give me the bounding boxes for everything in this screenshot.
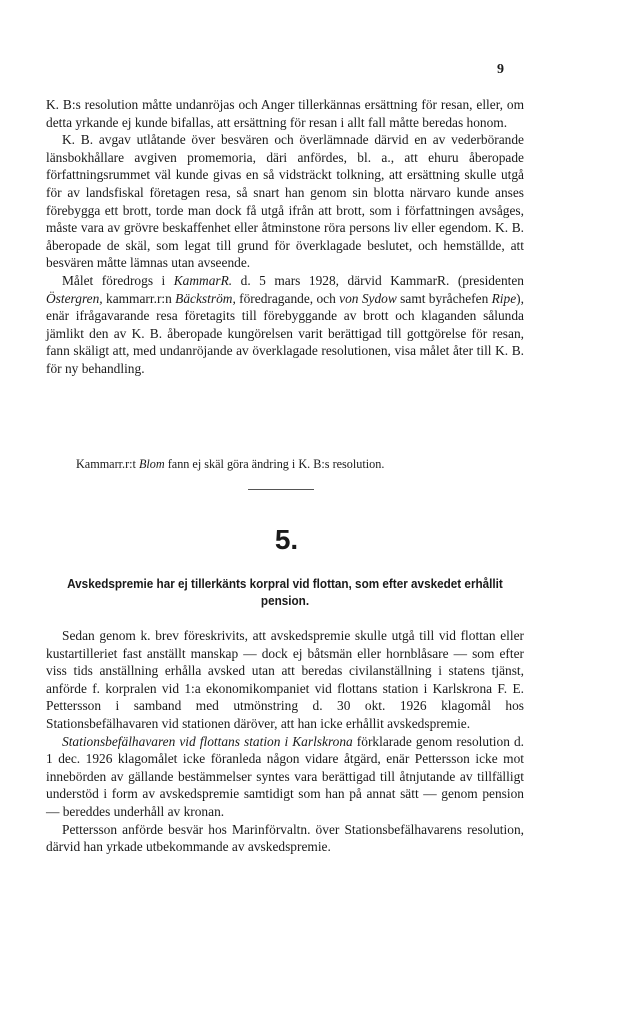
section-number: 5. — [274, 524, 299, 555]
paragraph-regulation: Sedan genom k. brev föreskrivits, att avskedspremie skulle utgå till vid flottan eller kustartilleriet fast anställt manskap — dock ej båtsmän eller hornblåsare — som efter viss tids anställning erhålla avsked utan att beredas civilanställning i statens tjänst, anförde f. korpralen vid 1:a ekonomikompaniet vid flottans station i Karlskrona F. E. Pettersson i samband med utmönstring d. 30 okt. 1926 klagomål hos Stationsbefälhavaren vid stationen däröver, att han icke erhållit avskedspremie. — [46, 628, 524, 731]
paragraph-resolution-claim: K. B:s resolution måtte undanröjas och Anger tillerkännas ersättning för resan, eller, om detta yrkande ej kunde bifallas, att ersättning för resan i allt fall måtte beredas honom. — [46, 97, 524, 130]
paragraph-station-resolution: Stationsbefälhavaren vid flottans station i Karlskrona förklarade genom resolution d. 1 dec. 1926 klagomålet icke föranleda någon vidare åtgärd, enär Pettersson icke mot innebörden av gällande bestämmelser syntes vara berättigad till åtnjutande av tillfälligt understöd i form av avskedspremie samtidigt som han på annat sätt — genom pension — bereddes underhåll av kronan. — [46, 733, 524, 819]
section-title: Avskedspremie har ej tillerkänts korpral vid flottan, som efter avskedet erhållit pension. — [67, 577, 503, 608]
dissent-note: Kammarr.r:t Blom fann ej skäl göra ändring i K. B:s resolution. — [76, 457, 385, 471]
paragraph-kb-statement: K. B. avgav utlåtande över besvären och överlämnade därvid en av vederbörande länsbokhållare avgiven promemoria, däri anfördes, bl. a., att ehuru åberopade författningsrummet väl kunde givas en så vidsträckt tolkning, att ersättning skulle utgå för av landsfiskal företagen resa, så snart han genom sin blotta närvaro kunde anses förebygga ett brott, torde man dock få utgå ifrån att brott, som i författningen avsåges, måste vara av grövre beskaffenhet eller åtminstone röra persons liv eller egendom. K. B. åberopade de skäl, som legat till grund för överklagade beslutet, och hemställde, att besvären måtte lämnas utan avseende. — [46, 132, 524, 271]
paragraph-appeal: Pettersson anförde besvär hos Marinförvaltn. över Stationsbefälhavarens resolution, därvid han yrkade utbekommande av avskedspremie. — [46, 821, 524, 855]
page-number: 9 — [497, 62, 504, 77]
bottom-text-block — [46, 627, 524, 856]
section-divider — [248, 489, 314, 490]
paragraph-kammarr-decision: Målet föredrogs i KammarR. d. 5 mars 1928, därvid KammarR. (presidenten Östergren, kammarr.r:n Bäckström, föredragande, och von Sydow samt byråchefen Ripe), enär ifrågavarande resa företagits till förebyggande av brott och klaganden sålunda jämlikt den av K. B. åberopade kungörelsen varit berättigad till gottgörelse för resan, fann skäligt att, med undanröjande av överklagade resolutionen, visa målet åter till K. B. för ny behandling. — [46, 272, 524, 376]
top-text-block — [46, 96, 524, 378]
